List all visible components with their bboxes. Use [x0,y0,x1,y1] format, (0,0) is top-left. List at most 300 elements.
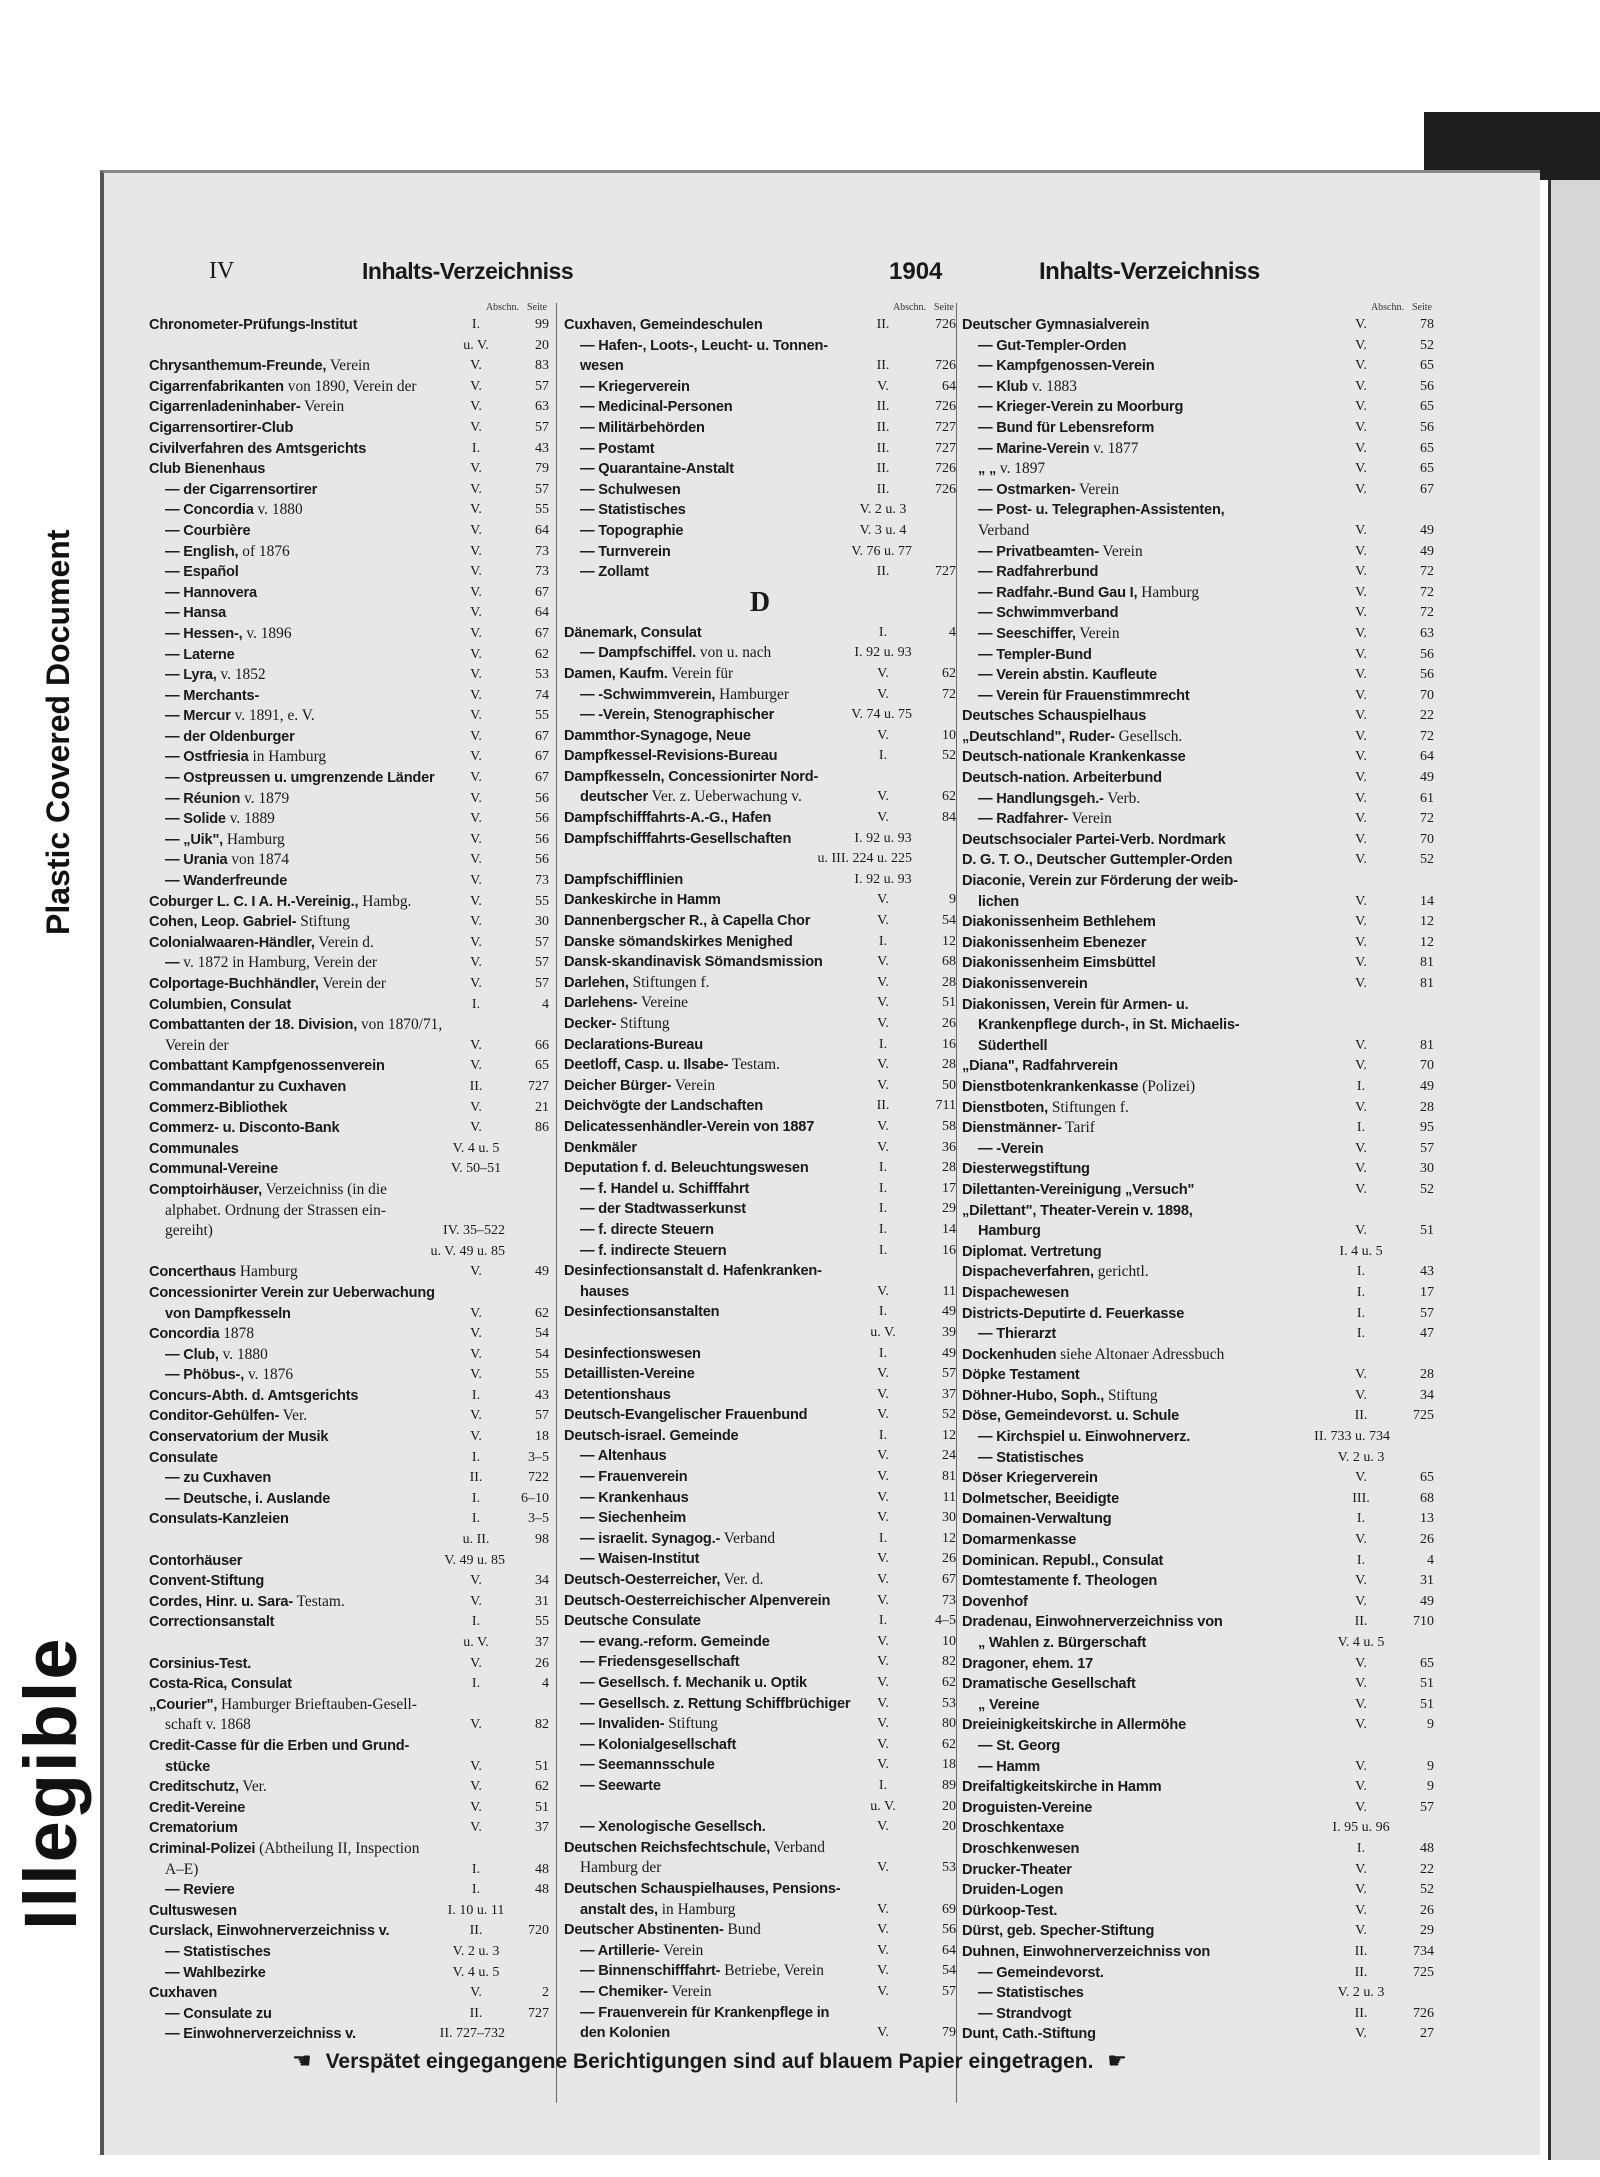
entry-text [149,645,447,666]
entry-title: Consulate [149,1449,218,1466]
index-entry [149,1283,549,1304]
index-entry [149,974,549,995]
entry-section: I. [878,1221,888,1237]
entry-section: V. [1355,749,1367,765]
entry-subtitle: Verein [304,398,345,416]
entry-title: Curslack, Einwohnerverzeichniss v. [149,1923,390,1940]
entry-text [564,870,854,891]
entry-section: I. [471,1511,481,1527]
entry-title: Desinfectionsanstalten [564,1304,720,1321]
entry-page: 55 [535,1367,549,1383]
entry-section: V. [877,1819,889,1835]
entry-title: Delicatessenhändler-Verein von 1887 [564,1118,815,1135]
entry-page: 6–10 [521,1490,549,1506]
entry-text [149,892,447,913]
entry-page: 18 [535,1429,549,1445]
entry-subtitle: Stiftung [620,1015,670,1032]
entry-subtitle: alphabet. Ordnung der Strassen ein- [165,1201,386,1219]
entry-page: 56 [1420,419,1434,435]
entry-title: von Dampfkesseln [165,1305,291,1322]
index-entry [149,1304,549,1325]
index-entry [962,1839,1434,1860]
entry-section: I. [471,1490,481,1506]
entry-title: Criminal-Polizei [149,1840,256,1857]
entry-section: V. [877,1757,889,1773]
stamp-plastic: Plastic Covered Document [40,529,76,935]
entry-title: Convent-Stiftung [149,1573,265,1590]
entry-text [149,1365,447,1386]
entry-title: „Courier", [149,1696,218,1713]
entry-section: V. [470,1593,482,1609]
index-entry [564,1529,956,1550]
entry-section: V. [470,831,482,847]
index-entry [564,1446,956,1467]
index-entry [149,397,549,418]
entry-page: 51 [1420,1676,1434,1692]
entry-title: — Kriegerverein [580,378,690,395]
entry-page: 52 [1420,1882,1434,1898]
entry-text [564,664,854,685]
entry-page: 55 [535,893,549,909]
index-entry [149,1654,549,1675]
entry-text [564,1220,854,1241]
entry-page: 24 [942,1448,956,1464]
entry-section: II. [876,317,890,332]
entry-text [962,1386,1332,1407]
entry-title: Darlehen, [564,974,629,991]
index-entry [962,686,1434,707]
entry-title: — Phöbus-, [165,1367,245,1384]
entry-text [962,1201,1332,1222]
entry-subtitle: Verzeichniss (in die [265,1180,387,1198]
entry-title: Comptoirhäuser, [149,1181,262,1198]
entry-section: I. [878,624,888,640]
entry-text [149,315,447,336]
entry-title: Döpke Testament [962,1367,1080,1384]
entry-section: V. [1355,1717,1367,1733]
index-entry [149,439,549,460]
entry-page: 722 [528,1470,549,1486]
entry-title: — Kampfgenossen-Verein [978,358,1155,375]
entry-subtitle: von 1870/71, [360,1016,443,1034]
entry-page: 9 [1427,1758,1434,1774]
entry-section: V. [1355,1037,1367,1053]
entry-title: — Lyra, [165,667,217,684]
entry-text [149,480,447,501]
entry-subtitle: Verein [1079,624,1120,642]
index-entry [962,1963,1434,1984]
entry-text [149,1406,447,1427]
entry-page: 37 [535,1635,549,1650]
entry-page: 726 [935,358,956,374]
entry-section: I. [471,1882,481,1898]
index-entry [962,1283,1434,1304]
entry-page: 56 [535,831,549,847]
entry-text [962,892,1332,913]
entry-subtitle: v. 1877 [1093,439,1139,457]
entry-section: V. [877,810,889,826]
entry-text [564,1385,854,1406]
entry-page: 61 [1420,790,1434,806]
entry-page: 711 [935,1098,956,1114]
entry-text [962,809,1332,830]
entry-section: V. [470,399,482,415]
index-entry [149,830,549,851]
entry-section: V. [1355,1181,1367,1197]
index-entry [564,1426,956,1447]
entry-text [564,1179,854,1200]
entry-page: 31 [1420,1573,1434,1589]
entry-text [564,1364,854,1385]
index-entry [149,336,549,357]
entry-title: — Verein für Frauenstimmrecht [978,687,1190,704]
entry-page: 43 [1420,1264,1434,1280]
entry-section: V. [470,955,482,971]
entry-subtitle: in Hamburg [252,748,327,766]
entry-title: Deutsche Consulate [564,1613,701,1630]
entry-title: „ „ [978,461,997,478]
entry-title: Concessionirter Verein zur Ueberwachung [149,1284,435,1301]
index-entry [962,892,1434,913]
index-entry [149,1798,549,1819]
index-entry [564,1900,956,1921]
index-entry [564,2023,956,2044]
index-entry [962,418,1434,439]
entry-text [962,706,1332,727]
entry-section: V. 4 u. 5 [1337,1635,1385,1650]
entry-section: V. [470,687,482,703]
entry-section: V. 2 u. 3 [1337,1985,1385,2001]
entry-title: Dannenbergscher R., à Capella Chor [564,913,811,930]
index-entry [149,1592,549,1613]
index-entry [149,624,549,645]
entry-section: V. [877,665,889,681]
entry-title: — Gemeindevorst. [978,1964,1104,1981]
index-entry [149,706,549,727]
entry-title: Credit-Casse für die Erben und Grund- [149,1737,410,1754]
index-entry [962,603,1434,624]
header-seite: Seite [527,302,547,313]
entry-page: 27 [1420,2026,1434,2042]
entry-text [962,830,1332,851]
index-entry [149,871,549,892]
entry-text [149,1015,447,1036]
entry-page: 64 [535,522,549,538]
entry-section: I. 95 u. 96 [1332,1820,1390,1836]
entry-text [564,1591,854,1612]
entry-title: — israelit. Synagog.- [580,1530,721,1547]
index-entry [564,664,956,685]
entry-title: D. G. T. O., Deutscher Guttempler-Orden [962,852,1233,869]
entry-text [962,1489,1332,1510]
entry-section: V. [877,1551,889,1567]
entry-text [564,521,854,542]
entry-text [564,705,851,726]
index-entry [149,315,549,336]
entry-title: stücke [165,1758,211,1775]
entry-title: Cohen, Leop. Gabriel- [149,914,297,931]
entry-section: IV. 35–522 [443,1223,505,1239]
entry-text [962,1509,1332,1530]
entry-page: 57 [535,1408,549,1424]
index-entry [962,645,1434,666]
entry-section: V. [470,461,482,477]
entry-text [962,1551,1332,1572]
index-entry [564,315,956,336]
entry-page: 22 [1420,708,1434,724]
entry-section: V. [470,790,482,806]
entry-title: Dürst, geb. Specher-Stiftung [962,1923,1155,1940]
index-entry [564,726,956,747]
entry-page: 70 [1420,831,1434,847]
index-entry [962,2004,1434,2025]
entry-section: V. [470,873,482,889]
index-entry [962,1860,1434,1881]
entry-title: — Gut-Templer-Orden [978,337,1127,354]
entry-title: Decker- [564,1016,617,1032]
entry-page: 56 [535,790,549,806]
index-entry [564,2003,956,2024]
entry-text [962,336,1332,357]
entry-text [962,1880,1332,1901]
pointing-hand-icon: ☛ [1107,2048,1127,2073]
entry-title: — Ostmarken- [978,481,1076,498]
entry-page: 86 [535,1120,549,1136]
entry-title: Dominican. Republ., Consulat [962,1552,1164,1569]
entry-title: Dovenhof [962,1593,1028,1610]
index-entry [564,1611,956,1632]
entry-section: V. [1355,1367,1367,1383]
index-entry [564,829,956,850]
entry-text [149,1468,447,1489]
index-entry [149,789,549,810]
entry-page: 67 [535,584,549,600]
index-entry [149,1901,549,1922]
entry-title: Commerz- u. Disconto-Bank [149,1120,340,1137]
entry-page: 49 [1420,1078,1434,1094]
entry-page: 57 [1420,1799,1434,1815]
entry-title: — Hannovera [165,584,257,601]
entry-title: Deputation f. d. Beleuchtungswesen [564,1160,809,1177]
entry-section: II. [876,1098,890,1114]
entry-section: V. 2 u. 3 [452,1943,500,1959]
entry-title: — -Verein [978,1140,1044,1157]
entry-text [962,1571,1332,1592]
index-entry [149,1201,549,1222]
index-entry [564,1344,956,1365]
entry-section: I. [471,440,481,456]
entry-section: I. [878,1242,888,1258]
index-entry [962,377,1434,398]
index-entry [564,911,956,932]
entry-subtitle: Stiftung [1107,1386,1158,1404]
entry-text [564,1014,854,1035]
entry-page: 57 [535,934,549,950]
entry-title: Credit-Vereine [149,1799,246,1816]
entry-title: Cuxhaven, Gemeindeschulen [564,317,763,333]
entry-page: 9 [1427,1779,1434,1795]
entry-title: — Klub [978,378,1028,395]
entry-section: I. [878,1304,888,1320]
entry-section: V. [1355,1058,1367,1074]
index-entry [149,1530,549,1551]
entry-title: — Consulate zu [165,2005,272,2022]
entry-subtitle: Verband [773,1838,825,1856]
entry-title: lichen [978,893,1019,910]
entry-text [564,1158,854,1179]
entry-section: V. 2 u. 3 [859,502,907,518]
index-entry [564,1282,956,1303]
entry-section: V. [877,995,889,1011]
entry-title: — Xenologische Gesellsch. [580,1819,766,1836]
index-entry [149,1942,549,1963]
entry-text [564,911,854,932]
entry-title: Deutschen Schauspielhauses, Pensions- [564,1880,841,1897]
index-entry [962,789,1434,810]
entry-title: — der Stadtwasserkunst [580,1201,746,1218]
entry-text [962,1860,1332,1881]
entry-title: — Militärbehörden [580,419,705,436]
entry-subtitle: Hamburg [226,830,285,848]
entry-text [962,912,1332,933]
entry-text [149,830,447,851]
entry-title: Dramatische Gesellschaft [962,1676,1136,1693]
entry-section: u. V. [463,337,489,353]
index-entry [962,665,1434,686]
entry-subtitle: v. 1872 in Hamburg, Verein der [183,954,378,972]
entry-section: V. [877,1901,889,1917]
index-entry [962,1818,1434,1839]
entry-page: 4–5 [935,1613,956,1629]
entry-title: — Statistisches [165,1943,271,1960]
entry-title: Diesterwegstiftung [962,1161,1090,1178]
entry-section: I. [878,1160,888,1176]
index-entry [564,1055,956,1076]
entry-text [149,624,447,645]
index-entry [962,1757,1434,1778]
index-entry [962,521,1434,542]
entry-text [149,933,447,954]
entry-title: Dispachewesen [962,1284,1069,1301]
entry-title: Dunt, Cath.-Stiftung [962,2026,1096,2043]
entry-title: Deutsches Schauspielhaus [962,708,1147,725]
entry-page: 26 [1420,1532,1434,1548]
entry-text [149,686,447,707]
entry-page: 74 [535,687,549,703]
entry-page: 65 [1420,358,1434,374]
entry-page: 62 [535,1305,549,1321]
index-entry [962,1633,1434,1654]
entry-section: V. 74 u. 75 [851,707,912,723]
entry-section: V. [877,1510,889,1526]
entry-subtitle: Tarif [1065,1119,1095,1137]
index-entry [564,1220,956,1241]
index-entry [962,1242,1434,1263]
entry-section: V. [470,770,482,786]
entry-section: V. [470,1264,482,1280]
entry-section: V. [877,1716,889,1732]
entry-title: Dampfschifffahrts-Gesellschaften [564,830,792,847]
entry-text [149,1674,447,1695]
entry-text [962,624,1332,645]
entry-section: I. 10 u. 11 [447,1902,505,1918]
entry-page: 37 [942,1386,956,1402]
entry-text [564,1941,854,1962]
entry-section: I. [1356,1840,1366,1856]
entry-title: Columbien, Consulat [149,996,292,1013]
entry-text [962,1633,1332,1654]
index-entry [564,1323,956,1344]
entry-text [962,1324,1332,1345]
index-entry [962,1118,1434,1139]
index-entry [149,1571,549,1592]
index-entry [564,1158,956,1179]
index-entry [962,1983,1434,2004]
index-entry [564,890,956,911]
entry-subtitle: Verein [674,1076,716,1094]
entry-title: — Hafen-, Loots-, Leucht- u. Tonnen- [580,337,828,354]
entry-section: V. [877,2025,889,2041]
entry-section: V. [1355,358,1367,374]
entry-subtitle: Verein für [671,664,734,682]
entry-title: — Thierarzt [978,1326,1057,1343]
entry-section: III. [1352,1490,1370,1506]
entry-section: V. [1355,1223,1367,1239]
entry-text [564,1508,854,1529]
entry-section: V. [1355,1799,1367,1815]
index-entry [564,418,956,439]
entry-page: 78 [1420,317,1434,332]
entry-page: 57 [535,378,549,394]
index-entry [962,1036,1434,1057]
entry-title: — Friedensgesellschaft [580,1654,740,1671]
entry-text [149,665,447,686]
index-entry [962,1489,1434,1510]
entry-text [962,1983,1332,2004]
index-entry [564,1385,956,1406]
index-entry [149,1777,549,1798]
index-entry [962,1365,1434,1386]
entry-page: 734 [1413,1943,1434,1959]
entry-section: V. [470,522,482,538]
index-entry [962,1592,1434,1613]
entry-page: 3–5 [528,1511,549,1527]
entry-page: 55 [535,1614,549,1630]
entry-title: — Ostfriesia [165,749,249,766]
index-entry [149,809,549,830]
entry-title: — St. Georg [978,1737,1061,1754]
entry-title: Denkmäler [564,1139,637,1156]
entry-text [962,439,1332,460]
entry-section: V. [470,852,482,868]
entry-page: 54 [942,913,956,929]
entry-title: — Kolonialgesellschaft [580,1736,737,1753]
entry-title: Domarmenkasse [962,1532,1077,1549]
index-entry [962,1139,1434,1160]
entry-text [962,480,1332,501]
entry-title: — Ostpreussen u. umgrenzende Länder [165,770,435,787]
entry-title: — Topographie [580,522,684,539]
index-entry [962,439,1434,460]
index-entry [962,1551,1434,1572]
entry-subtitle: v. 1880 [257,501,303,519]
index-entry [962,1448,1434,1469]
entry-title: Desinfectionswesen [564,1345,701,1362]
entry-page: 11 [942,1489,956,1505]
entry-page: 4 [542,996,549,1012]
entry-text [149,1921,447,1942]
entry-page: 64 [942,1942,956,1958]
